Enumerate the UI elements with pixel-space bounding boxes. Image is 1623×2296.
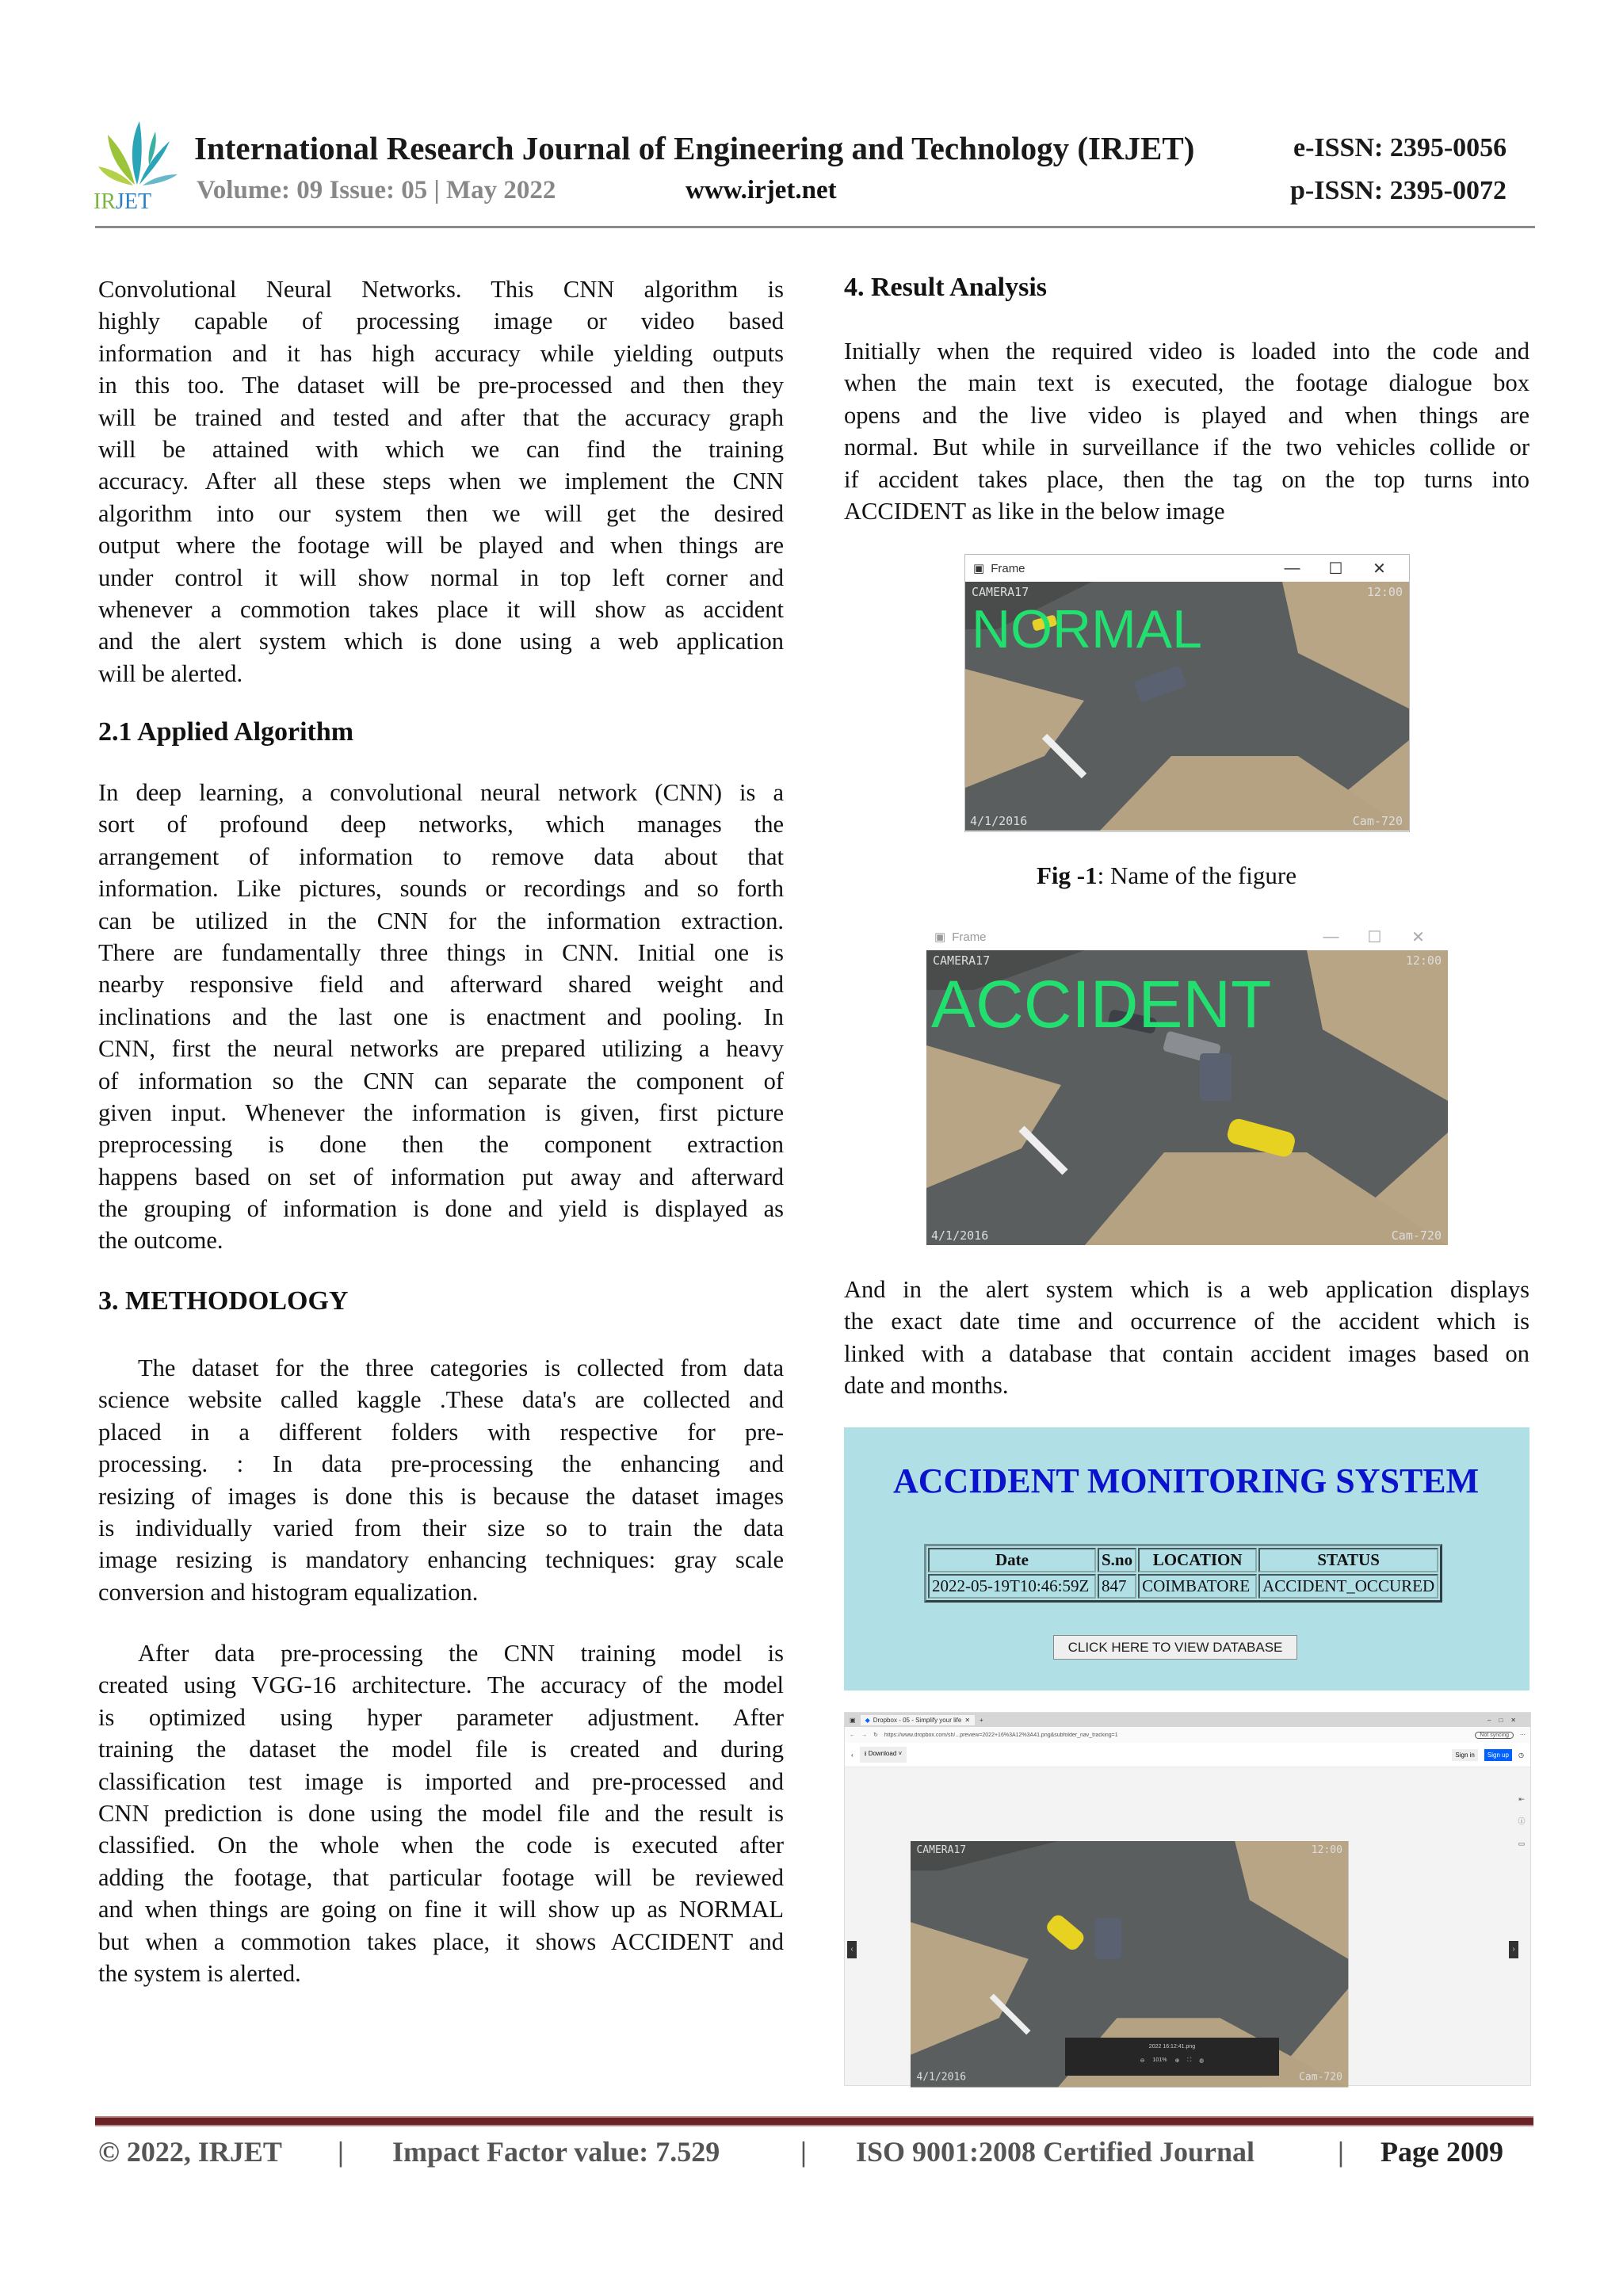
close-icon[interactable]: ✕	[1373, 560, 1386, 578]
text-line: CNN prediction is done using the model file and the result is	[98, 1799, 784, 1827]
text-line: training the dataset the model file is created and during	[98, 1736, 784, 1763]
side-panel-icons[interactable]: ⇤ ⓘ ▭	[1518, 1795, 1526, 1847]
previous-image-button[interactable]: ‹	[847, 1941, 857, 1958]
irjet-logo	[94, 117, 181, 212]
journal-title: International Research Journal of Engineering and Technology (IRJET)	[194, 130, 1195, 166]
date-label: 4/1/2016	[970, 814, 1028, 828]
e-issn: e-ISSN: 2395-0056	[1293, 133, 1507, 162]
not-syncing-button[interactable]: Not syncing	[1475, 1732, 1514, 1739]
download-label: Download	[868, 1750, 897, 1757]
window-titlebar	[965, 555, 1409, 582]
text-line: information. Like pictures, sounds or recordings and so forth	[98, 875, 784, 903]
maximize-icon[interactable]: ☐	[1367, 928, 1382, 946]
tab-close-icon[interactable]: ✕	[964, 1716, 971, 1724]
cell-location: COIMBATORE	[1138, 1574, 1257, 1599]
file-name: 2022 16:12:41.png	[1148, 2044, 1196, 2050]
text-line: science website called kaggle .These data's are collected and	[98, 1386, 784, 1414]
text-line: but when a commotion takes place, it shows ACCIDENT and	[98, 1927, 784, 1955]
status-label-accident: ACCIDENT	[931, 967, 1272, 1041]
footer-rule	[95, 2116, 1533, 2126]
url-field[interactable]: https://www.dropbox.com/sh/...preview=2022+16%3A12%3A41.png&subfolder_nav_tracking=1	[884, 1732, 1118, 1738]
figure-caption	[1037, 861, 1296, 890]
caption-text: : Name of the figure	[1097, 861, 1296, 889]
text-line: algorithm into our system then we will get the desired	[98, 499, 784, 527]
window-controls[interactable]: –□✕	[1487, 1716, 1524, 1724]
text-line: will be trained and tested and after that the accuracy graph	[98, 403, 784, 431]
sign-up-button[interactable]: Sign up	[1484, 1749, 1512, 1761]
intro-paragraph	[98, 273, 784, 690]
next-image-button[interactable]: ›	[1509, 1941, 1518, 1958]
camera-label: CAMERA17	[972, 585, 1029, 599]
footer-page-number: Page 2009	[1381, 2136, 1503, 2168]
volume-issue: Volume: 09 Issue: 05 | May 2022	[197, 176, 556, 204]
caption-label: Fig -1	[1037, 861, 1098, 889]
column-header-date: Date	[928, 1548, 1096, 1572]
section-heading-result-analysis: 4. Result Analysis	[844, 273, 1047, 302]
section-heading-applied-algorithm: 2.1 Applied Algorithm	[98, 717, 354, 747]
text-line: whenever a commotion takes place it will show as accident	[98, 595, 784, 623]
date-label: 4/1/2016	[916, 2071, 967, 2084]
close-icon[interactable]: ✕	[1411, 928, 1425, 946]
browser-address-bar	[845, 1727, 1530, 1743]
text-line: given input. Whenever the information is given, first picture	[98, 1098, 784, 1126]
sign-in-button[interactable]: Sign in	[1452, 1749, 1477, 1761]
table-row	[928, 1574, 1438, 1599]
text-line: arrangement of information to remove data about that	[98, 842, 784, 870]
text-line: date and months.	[844, 1372, 1009, 1400]
text-line: nearby responsive field and afterward shared weight and	[98, 971, 784, 999]
text-line: and the alert system which is done using a web application	[98, 628, 784, 655]
text-line: accuracy. After all these steps when we implement the CNN	[98, 468, 784, 495]
footer-impact-factor: Impact Factor value: 7.529	[392, 2136, 720, 2168]
window-titlebar	[926, 923, 1448, 950]
browser-tab[interactable]	[861, 1715, 975, 1725]
text-line: adding the footage, that particular footage will be reviewed	[98, 1863, 784, 1891]
text-line: when the main text is executed, the footage dialogue box	[844, 369, 1529, 397]
text-line: CNN, first the neural networks are prepared utilizing a heavy	[98, 1035, 784, 1063]
text-line: happens based on set of information put away and afterward	[98, 1163, 784, 1190]
text-line: There are fundamentally three things in CNN. Initial one is	[98, 938, 784, 966]
forward-icon[interactable]: →	[861, 1732, 867, 1738]
text-line: linked with a database that contain accident images based on	[844, 1339, 1529, 1367]
logo-wordmark: IRJET	[94, 189, 152, 214]
text-line: ACCIDENT as like in the below image	[844, 497, 1225, 525]
result-analysis-paragraph	[844, 335, 1529, 527]
footer-iso: ISO 9001:2008 Certified Journal	[856, 2136, 1254, 2168]
text-line: under control it will show normal in top left corner and	[98, 563, 784, 591]
text-line: classification test image is imported and pre-processed and	[98, 1767, 784, 1795]
text-line: output where the footage will be played and when things are	[98, 532, 784, 560]
text-line: placed in a different folders with respective for pre-	[98, 1418, 784, 1446]
text-line: resizing of images is done this is because the dataset images	[98, 1482, 784, 1510]
text-line: preprocessing is done then the component extraction	[98, 1131, 784, 1159]
text-line: created using VGG-16 architecture. The accuracy of the model	[98, 1671, 784, 1699]
text-line: sort of profound deep networks, which manages the	[98, 811, 784, 839]
accident-monitoring-webapp	[844, 1427, 1529, 1690]
methodology-paragraph-2	[98, 1637, 784, 1989]
clock-icon[interactable]: ◷	[1518, 1751, 1524, 1759]
cam-id-label: Cam-720	[1391, 1228, 1442, 1243]
status-label-normal: NORMAL	[972, 599, 1202, 659]
text-line: will be alerted.	[98, 659, 243, 687]
text-line: And in the alert system which is a web application displays	[844, 1276, 1529, 1303]
text-line: After data pre-processing the CNN training model is	[138, 1640, 784, 1667]
methodology-paragraph-1	[98, 1352, 784, 1608]
p-issn: p-ISSN: 2395-0072	[1290, 176, 1507, 205]
text-line: and when things are going on fine it will show up as NORMAL	[98, 1896, 784, 1924]
time-label: 12:00	[1311, 1843, 1342, 1856]
text-line: opens and the live video is played and when things are	[844, 401, 1529, 429]
new-tab-icon[interactable]: +	[980, 1716, 983, 1724]
fullscreen-icon[interactable]: ⛶	[1187, 2057, 1192, 2063]
alert-system-paragraph	[844, 1274, 1529, 1402]
cell-status: ACCIDENT_OCCURED	[1258, 1574, 1438, 1599]
maximize-icon[interactable]: ☐	[1328, 560, 1343, 578]
reload-icon[interactable]: ↻	[873, 1733, 878, 1738]
text-line: the grouping of information is done and yield is displayed as	[98, 1195, 784, 1223]
journal-website-link[interactable]: www.irjet.net	[685, 176, 837, 204]
section-heading-methodology: 3. METHODOLOGY	[98, 1286, 349, 1316]
column-header-sno: S.no	[1098, 1548, 1136, 1572]
view-database-button[interactable]: CLICK HERE TO VIEW DATABASE	[1053, 1635, 1297, 1660]
text-line: highly capable of processing image or video based	[98, 308, 784, 335]
text-line: the outcome.	[98, 1227, 223, 1255]
cam-id-label: Cam-720	[1352, 814, 1403, 828]
time-label: 12:00	[1405, 953, 1442, 968]
text-line: information and it has high accuracy while yielding outputs	[98, 339, 784, 367]
footer-separator: |	[800, 2136, 807, 2168]
text-line: image resizing is mandatory enhancing techniques: gray scale	[98, 1546, 784, 1574]
image-info-bar	[1065, 2038, 1279, 2076]
tab-actions-icon[interactable]: ▣	[850, 1716, 856, 1724]
text-line: classified. On the whole when the code is executed after	[98, 1832, 784, 1859]
cell-date: 2022-05-19T10:46:59Z	[928, 1574, 1096, 1599]
text-line: if accident takes place, then the tag on the top turns into	[844, 465, 1529, 493]
text-line: will be attained with which we can find the training	[98, 435, 784, 463]
back-chevron-icon[interactable]: ‹	[851, 1751, 854, 1759]
table-header-row	[928, 1548, 1438, 1572]
webapp-title: ACCIDENT MONITORING SYSTEM	[893, 1461, 1480, 1500]
dropbox-toolbar	[845, 1743, 1530, 1767]
camera-label: CAMERA17	[916, 1843, 967, 1856]
globe-icon[interactable]: ◍	[1199, 2058, 1205, 2064]
footer-separator: |	[1338, 2136, 1344, 2168]
header-rule	[95, 226, 1535, 228]
text-line: in this too. The dataset will be pre-processed and then they	[98, 372, 784, 399]
camera-feed-accident	[926, 950, 1448, 1245]
text-line: is optimized using hyper parameter adjustment. After	[98, 1703, 784, 1731]
zoom-out-icon[interactable]: ⊖	[1140, 2058, 1145, 2064]
logo-leaves-icon	[94, 117, 181, 189]
date-label: 4/1/2016	[931, 1228, 989, 1243]
tab-title: Dropbox - 05 - Simplify your life	[873, 1716, 962, 1724]
app-icon: ▣	[973, 562, 985, 575]
download-button[interactable]: ⭳ Download ˅	[860, 1747, 907, 1763]
window-title: Frame	[991, 561, 1025, 575]
text-line: In deep learning, a convolutional neural network (CNN) is a	[98, 779, 784, 806]
more-icon[interactable]: ⋯	[1520, 1733, 1526, 1738]
figure-normal-window	[964, 554, 1410, 832]
footer-separator: |	[338, 2136, 344, 2168]
text-line: can be utilized in the CNN for the information extraction.	[98, 907, 784, 934]
footer-copyright: © 2022, IRJET	[98, 2136, 282, 2168]
text-line: of information so the CNN can separate the component of	[98, 1067, 784, 1095]
time-label: 12:00	[1366, 585, 1403, 599]
text-line: conversion and histogram equalization.	[98, 1578, 479, 1606]
minimize-icon[interactable]: —	[1284, 559, 1300, 577]
zoom-level: 101%	[1152, 2057, 1167, 2063]
dropbox-browser-screenshot	[844, 1712, 1531, 2086]
text-line: The dataset for the three categories is collected from data	[138, 1354, 784, 1381]
column-header-location: LOCATION	[1138, 1548, 1257, 1572]
accident-table	[924, 1544, 1442, 1603]
text-line: the exact date time and occurrence of the accident which is	[844, 1308, 1529, 1335]
text-line: the system is alerted.	[98, 1959, 301, 1987]
text-line: Convolutional Neural Networks. This CNN algorithm is	[98, 276, 784, 303]
figure-accident-window	[926, 923, 1448, 1245]
text-line: is individually varied from their size so to train the data	[98, 1514, 784, 1541]
applied-algorithm-paragraph	[98, 777, 784, 1257]
minimize-icon[interactable]: —	[1323, 927, 1339, 946]
column-header-status: STATUS	[1258, 1548, 1438, 1572]
text-line: Initially when the required video is loaded into the code and	[844, 338, 1529, 365]
camera-feed-normal	[965, 582, 1409, 831]
text-line: inclinations and the last one is enactment and pooling. In	[98, 1003, 784, 1030]
cam-id-label: Cam-720	[1299, 2071, 1342, 2084]
text-line: processing. : In data pre-processing the enhancing and	[98, 1450, 784, 1478]
browser-tab-bar	[845, 1713, 1530, 1727]
text-line: normal. But while in surveillance if the two vehicles collide or	[844, 434, 1529, 461]
camera-label: CAMERA17	[933, 953, 991, 968]
dropbox-icon: ◆	[865, 1716, 870, 1724]
back-icon[interactable]: ←	[850, 1732, 855, 1738]
window-title: Frame	[952, 930, 987, 944]
app-icon: ▣	[934, 930, 946, 944]
cell-sno: 847	[1098, 1574, 1136, 1599]
zoom-in-icon[interactable]: ⊕	[1174, 2058, 1180, 2064]
